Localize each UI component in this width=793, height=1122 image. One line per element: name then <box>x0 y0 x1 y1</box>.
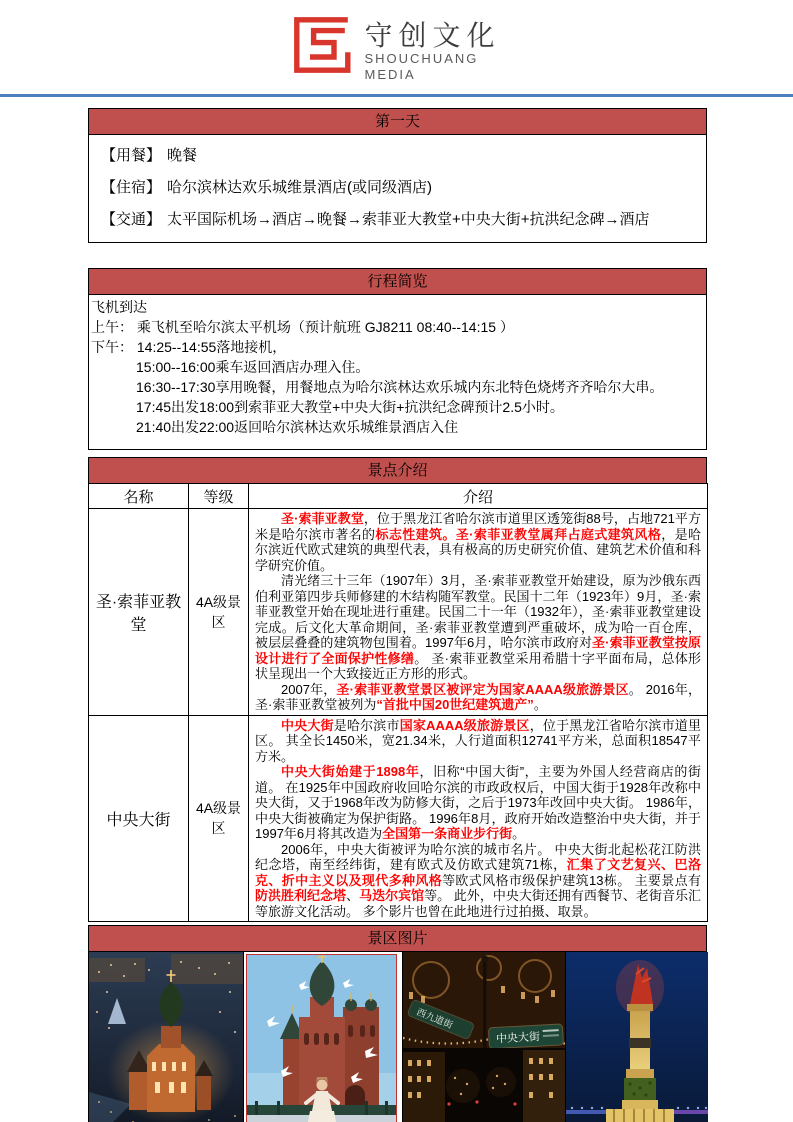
day-row-transport <box>89 204 706 236</box>
street-sign-side-text: 西九道街 <box>414 1006 455 1032</box>
description-paragraph <box>255 718 701 765</box>
body-text: 清光绪三十三年（1907年）3月，圣·索菲亚教堂开始建设，原为沙俄东西伯利亚第四步兵师修建的木结构随军教堂。民国十二年（1923年）9月，圣·索菲亚教堂开始在现址进行重建。民国二十一年（1932年），圣·索菲亚教堂建设完成。后文化大革命期间，圣·索菲亚教堂遭到严重破坏，成为哈一百仓库，被层层叠叠的建筑物包围着。1997年6月，哈尔滨市政府对 <box>255 573 701 650</box>
day-section <box>88 108 707 243</box>
attractions-section-header: 景点介绍 <box>88 457 707 484</box>
photo-central-street-night <box>403 952 566 1122</box>
attraction-row-central-street <box>89 715 708 922</box>
column-header-name: 名称 <box>89 484 189 509</box>
overview-line: 15:00--16:00乘车返回酒店办理入住。 <box>136 359 370 375</box>
body-text: 2006年，中央大街被评为哈尔滨的城市名片。 中央大街北起松花江防洪纪念塔，南至经纬街，建有欧式及仿欧式建筑71栋， <box>255 841 701 872</box>
overview-line: 下午： 14:25--14:55落地接机， <box>91 339 287 355</box>
overview-line: 上午： 乘飞机至哈尔滨太平机场（预计航班 GJ8211 08:40--14:15 ） <box>91 319 514 335</box>
attraction-description <box>249 509 708 716</box>
highlighted-text: 汇集了文艺复兴、巴洛克、折中主义以及现代多种风格 <box>255 857 701 888</box>
attraction-name: 圣·索菲亚教堂 <box>89 509 189 716</box>
description-paragraph <box>255 573 701 682</box>
body-text: ，位于黑龙江省哈尔滨市道里区透笼街88号，占地721平方米是哈尔滨市著名的 <box>255 511 701 542</box>
brand-name-en-line2: MEDIA <box>364 67 416 82</box>
attractions-section <box>88 457 707 922</box>
gallery-section <box>88 925 707 1122</box>
overview-line: 21:40出发22:00返回哈尔滨林达欢乐城维景酒店入住 <box>136 419 459 435</box>
transport-label: 【交通】 <box>101 211 162 228</box>
column-header-intro: 介绍 <box>249 484 708 509</box>
highlighted-text: 国家AAAA级旅游景区 <box>399 717 530 733</box>
attraction-grade: 4A级景区 <box>189 509 249 716</box>
highlighted-text: 中央大街始建于1898年 <box>281 764 420 779</box>
description-paragraph <box>255 682 701 713</box>
overview-line: 16:30--17:30享用晚餐，用餐地点为哈尔滨林达欢乐城内东北特色烧烤齐齐哈尔大串。 <box>136 379 664 395</box>
attraction-grade: 4A级景区 <box>189 715 249 922</box>
body-text: 。 圣·索菲亚教堂采用希腊十字平面布局，总体形状呈现出一个大致接近正方形的形式。 <box>255 650 701 681</box>
photo-flood-monument-night <box>566 952 708 1122</box>
brand-logo-icon <box>292 15 352 75</box>
day-section-header: 第一天 <box>88 108 707 135</box>
attraction-description <box>249 715 708 922</box>
overview-section-body <box>88 295 707 450</box>
brand-name-en-line1: SHOUCHUANG <box>364 51 479 66</box>
description-paragraph <box>255 842 701 920</box>
body-text: 等欧式风格市级保护建筑13栋。 主要景点有 <box>442 872 701 888</box>
highlighted-text: 中央大街 <box>281 717 334 733</box>
highlighted-text: 标志性建筑。圣·索菲亚教堂属拜占庭式建筑风格 <box>375 526 662 542</box>
overview-line: 17:45出发18:00到索菲亚大教堂+中央大街+抗洪纪念碑预计2.5小时。 <box>136 399 564 415</box>
description-paragraph <box>255 511 701 573</box>
brand-name-cn: 守创文化 <box>364 20 501 51</box>
day-row-meal <box>89 140 706 172</box>
highlighted-text: 圣·索菲亚教堂按原设计进行了全面保护性修缮 <box>255 635 701 666</box>
hotel-value: 哈尔滨林达欢乐城维景酒店(或同级酒店) <box>167 179 433 196</box>
photo-sophia-day-bride <box>244 952 403 1122</box>
body-text: 、 <box>346 888 360 903</box>
highlighted-text: “首批中国20世纪建筑遗产” <box>376 697 534 712</box>
meal-value: 晚餐 <box>167 147 198 164</box>
body-text: 。 <box>512 826 526 841</box>
brand-text <box>364 15 500 83</box>
body-text: 。 2016年，圣·索菲亚教堂被列为 <box>255 681 701 712</box>
photo-sophia-night-aerial <box>89 952 244 1122</box>
highlighted-text: 防洪胜利纪念塔 <box>255 888 347 903</box>
overview-line: 飞机到达 <box>91 299 147 315</box>
gallery-section-header: 景区图片 <box>88 925 707 952</box>
attraction-row-sophia <box>89 509 708 716</box>
hotel-label: 【住宿】 <box>101 179 162 196</box>
day-section-body <box>88 135 707 243</box>
overview-section <box>88 268 707 450</box>
brand-header <box>0 0 793 91</box>
body-text: 是哈尔滨市 <box>333 717 400 733</box>
attractions-table-header-row <box>89 484 708 509</box>
meal-label: 【用餐】 <box>101 147 162 164</box>
gallery-row <box>88 952 707 1122</box>
body-text: ，是哈尔滨近代欧式建筑的典型代表，具有极高的历史研究价值、建筑艺术价值和科学研究价值。 <box>255 526 701 573</box>
transport-value: 太平国际机场→酒店→晚餐→索菲亚大教堂+中央大街+抗洪纪念碑→酒店 <box>167 211 650 228</box>
highlighted-text: 全国第一条商业步行街 <box>382 826 513 841</box>
highlighted-text: 圣·索菲亚教堂景区被评定为国家AAAA级旅游景区 <box>336 681 629 697</box>
street-sign-main-text: 中央大街 <box>495 1031 541 1046</box>
body-text: ，旧称“中国大街”，主要为外国人经营商店的街道。 在1925年中国政府收回哈尔滨的市政政权后，中国大街于1928年改称中央大街，又于1968年改为防修大街，之后于1973年改回中央大街。 1986年，中央大街被确定为保护街路。 1996年8月，政府开始改造整治中央大街，并于1997年6月将其改造为 <box>255 764 701 841</box>
highlighted-text: 圣·索菲亚教堂 <box>281 511 364 526</box>
day-row-hotel <box>89 172 706 204</box>
overview-section-header: 行程简览 <box>88 268 707 295</box>
attraction-name: 中央大街 <box>89 715 189 922</box>
body-text: 等。 此外，中央大街还拥有西餐节、老街音乐汇等旅游文化活动。 多个影片也曾在此地进行过拍摄、取景。 <box>255 888 701 919</box>
body-text: 2007年， <box>281 681 337 697</box>
description-paragraph <box>255 764 701 842</box>
body-text: 。 <box>533 697 547 712</box>
body-text: ，位于黑龙江省哈尔滨市道里区。 其全长1450米，宽21.34米，人行道面积12741平方米，总面积18547平方米。 <box>255 717 701 764</box>
highlighted-text: 马迭尔宾馆 <box>359 888 425 903</box>
attractions-table <box>88 483 708 922</box>
header-divider <box>0 94 793 97</box>
document-content <box>88 108 707 1122</box>
column-header-grade: 等级 <box>189 484 249 509</box>
